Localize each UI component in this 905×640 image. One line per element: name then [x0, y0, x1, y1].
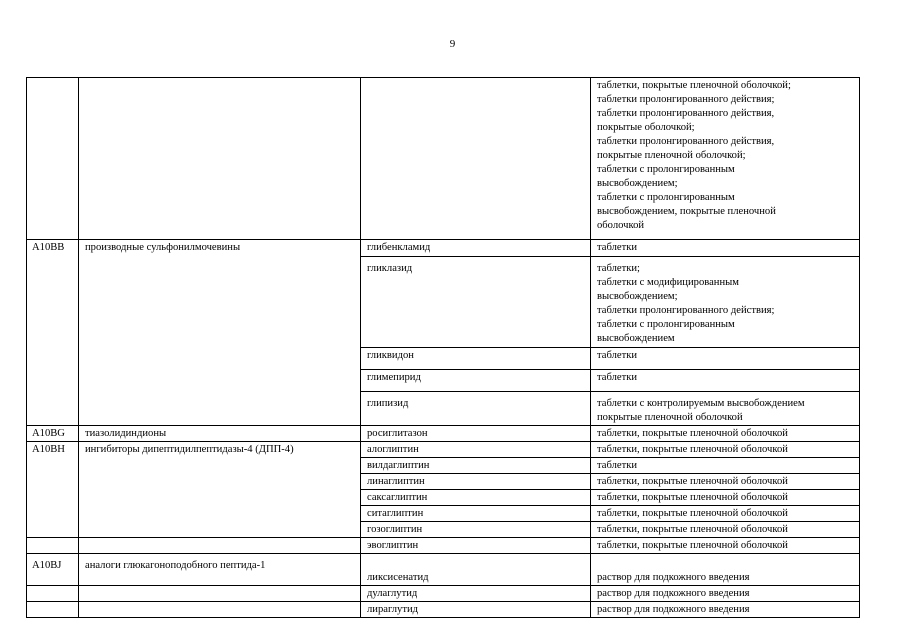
dosage-form-cell: таблетки [591, 458, 860, 474]
dosage-form-cell [591, 392, 860, 426]
drug-cell: росиглитазон [361, 426, 591, 442]
drug-cell: глибенкламид [361, 240, 591, 257]
group-cell [79, 538, 361, 554]
drug-cell: дулаглутид [361, 586, 591, 602]
atc-code-cell: A10BB [27, 240, 79, 426]
atc-code-cell: A10BG [27, 426, 79, 442]
dosage-form-cell: таблетки [591, 348, 860, 370]
dosage-form-cell: таблетки, покрытые пленочной оболочкой [591, 506, 860, 522]
table-row [27, 602, 860, 618]
form-line: таблетки с контролируемым высвобождением [597, 398, 805, 409]
dosage-form-cell [591, 257, 860, 348]
dosage-form-cell: таблетки [591, 240, 860, 257]
form-line: оболочкой [597, 220, 645, 231]
atc-code-cell [27, 78, 79, 240]
group-cell [79, 586, 361, 602]
form-line: таблетки пролонгированного действия, [597, 108, 775, 119]
drug-cell: гликвидон [361, 348, 591, 370]
group-cell [79, 602, 361, 618]
dosage-form-cell: таблетки, покрытые пленочной оболочкой [591, 490, 860, 506]
form-line: таблетки с пролонгированным [597, 192, 735, 203]
atc-code-cell [27, 538, 79, 554]
drug-cell: ситаглиптин [361, 506, 591, 522]
drug-cell: эвоглиптин [361, 538, 591, 554]
dosage-form-cell: таблетки, покрытые пленочной оболочкой [591, 522, 860, 538]
form-line: таблетки пролонгированного действия; [597, 94, 775, 105]
drug-cell: саксаглиптин [361, 490, 591, 506]
atc-code-cell: A10BH [27, 442, 79, 538]
page-number: 9 [449, 38, 456, 50]
form-line: покрытые пленочной оболочкой; [597, 150, 746, 161]
dosage-form-cell: таблетки, покрытые пленочной оболочкой [591, 474, 860, 490]
form-line: таблетки, покрытые пленочной оболочкой; [597, 80, 791, 91]
drug-table [26, 77, 860, 618]
drug-cell: глипизид [361, 392, 591, 426]
dosage-form-cell [591, 78, 860, 240]
dosage-form-cell: таблетки, покрытые пленочной оболочкой [591, 426, 860, 442]
dosage-form-cell: раствор для подкожного введения [591, 602, 860, 618]
dosage-form-cell: раствор для подкожного введения [591, 554, 860, 586]
form-line: таблетки с модифицированным [597, 277, 739, 288]
dosage-form-cell: таблетки, покрытые пленочной оболочкой [591, 538, 860, 554]
form-line: высвобождением; [597, 178, 678, 189]
form-line: покрытые пленочной оболочкой [597, 412, 743, 423]
form-line: высвобождением [597, 333, 675, 344]
table-row-continuation [27, 78, 860, 240]
drug-cell: глимепирид [361, 370, 591, 392]
table-row [27, 554, 860, 586]
group-cell: производные сульфонилмочевины [79, 240, 361, 426]
table-row [27, 442, 860, 458]
form-line: высвобождением; [597, 291, 678, 302]
form-line: таблетки с пролонгированным [597, 319, 735, 330]
table-row [27, 586, 860, 602]
drug-cell: линаглиптин [361, 474, 591, 490]
drug-cell: гликлазид [361, 257, 591, 348]
atc-code-cell [27, 602, 79, 618]
group-cell: ингибиторы дипептидилпептидазы-4 (ДПП-4) [79, 442, 361, 538]
drug-cell: гозоглиптин [361, 522, 591, 538]
group-cell [79, 78, 361, 240]
atc-code-cell: A10BJ [27, 554, 79, 586]
drug-cell: вилдаглиптин [361, 458, 591, 474]
form-line: покрытые оболочкой; [597, 122, 695, 133]
dosage-form-cell: таблетки, покрытые пленочной оболочкой [591, 442, 860, 458]
table-row [27, 538, 860, 554]
group-cell: аналоги глюкагоноподобного пептида-1 [79, 554, 361, 586]
dosage-form-cell: раствор для подкожного введения [591, 586, 860, 602]
table-row [27, 240, 860, 257]
drug-cell [361, 78, 591, 240]
atc-code-cell [27, 586, 79, 602]
drug-cell: лираглутид [361, 602, 591, 618]
table-row [27, 426, 860, 442]
dosage-form-cell: таблетки [591, 370, 860, 392]
form-line: таблетки пролонгированного действия, [597, 136, 775, 147]
drug-cell: ликсисенатид [361, 554, 591, 586]
drug-cell: алоглиптин [361, 442, 591, 458]
form-line: таблетки пролонгированного действия; [597, 305, 775, 316]
form-line: высвобождением, покрытые пленочной [597, 206, 776, 217]
group-cell: тиазолидиндионы [79, 426, 361, 442]
form-line: таблетки; [597, 263, 640, 274]
form-line: таблетки с пролонгированным [597, 164, 735, 175]
